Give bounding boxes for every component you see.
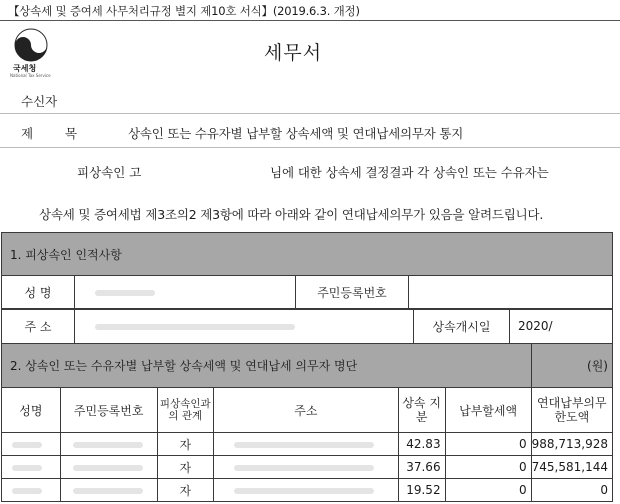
- section1-title: 1. 피상속인 인적사항: [2, 233, 613, 276]
- table-row: [2, 433, 613, 456]
- top-rule: [0, 20, 620, 21]
- col-name: 성명: [2, 388, 61, 433]
- divider: [0, 147, 620, 148]
- address-value: [75, 309, 414, 344]
- tax-cell: 0: [445, 433, 531, 456]
- agency-name: 국세청: [13, 64, 37, 73]
- divider: [0, 113, 620, 114]
- col-tax: 납부할세액: [445, 388, 531, 433]
- recipient-label: 수신자: [21, 94, 58, 109]
- subject-label: 제 목: [21, 126, 92, 141]
- rrn-label: 주민등록번호: [296, 276, 409, 310]
- heir-table: [1, 343, 613, 502]
- section2-title: 2. 상속인 또는 수유자별 납부할 상속세액 및 연대납세 의무자 명단: [2, 344, 532, 388]
- limit-cell: 745,581,144: [531, 456, 612, 479]
- agency-sub: National Tax Service: [10, 73, 51, 78]
- table-row: [2, 456, 613, 479]
- decedent-info-table: [1, 232, 613, 310]
- unit-label: (원): [531, 344, 612, 388]
- tax-cell: 0: [445, 479, 531, 502]
- col-relation: 피상속인과의 관계: [157, 388, 213, 433]
- col-limit: 연대납부의무 한도액: [531, 388, 612, 433]
- rrn-value: [409, 276, 613, 310]
- address-label: 주 소: [2, 309, 75, 344]
- relation-cell: 자: [157, 479, 213, 502]
- limit-cell: 988,713,928: [531, 433, 612, 456]
- relation-cell: 자: [157, 433, 213, 456]
- body-line1-a: 피상속인 고: [77, 165, 142, 180]
- tax-cell: 0: [445, 456, 531, 479]
- name-value: [75, 276, 296, 310]
- name-label: 성 명: [2, 276, 75, 310]
- share-cell: 37.66: [398, 456, 445, 479]
- col-share: 상속 지분: [398, 388, 445, 433]
- relation-cell: 자: [157, 456, 213, 479]
- decedent-address-table: [1, 308, 613, 344]
- document-title: 세무서: [264, 42, 323, 64]
- share-cell: 19.52: [398, 479, 445, 502]
- col-rrn: 주민등록번호: [60, 388, 157, 433]
- subject-text: 상속인 또는 수유자별 납부할 상속세액 및 연대납세의무자 통지: [128, 126, 464, 141]
- col-address: 주소: [214, 388, 399, 433]
- body-line2: 상속세 및 증여세법 제3조의2 제3항에 따라 아래와 같이 연대납세의무가 있음을 알려드립니다.: [39, 207, 544, 222]
- share-cell: 42.83: [398, 433, 445, 456]
- start-date-value: 2020/: [510, 309, 613, 344]
- table-row: [2, 479, 613, 502]
- form-header-note: 【상속세 및 증여세 사무처리규정 별지 제10호 서식】(2019.6.3. 개정): [8, 4, 360, 18]
- limit-cell: 0: [531, 479, 612, 502]
- nts-logo-icon: [14, 28, 48, 62]
- body-line1-b: 님에 대한 상속세 결정결과 각 상속인 또는 수유자는: [270, 165, 549, 180]
- start-date-label: 상속개시일: [414, 309, 510, 344]
